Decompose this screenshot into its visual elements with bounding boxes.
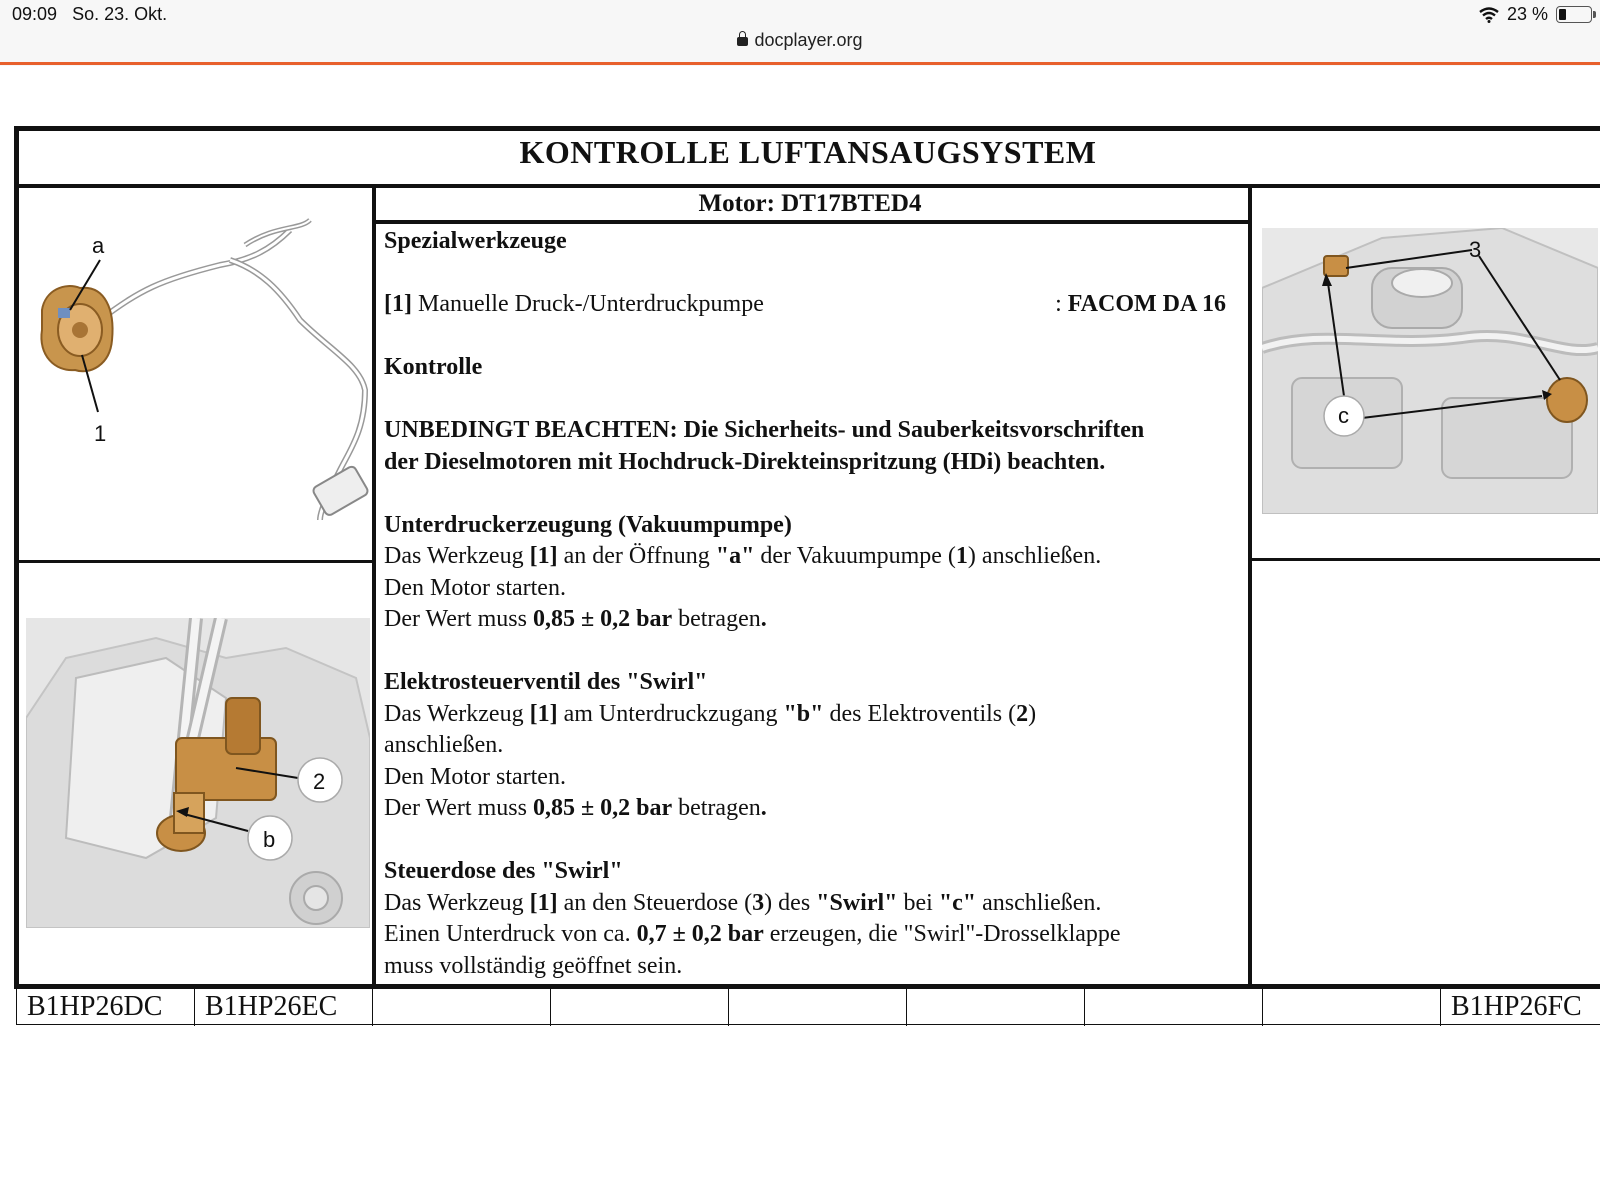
- battery-icon: [1556, 6, 1592, 23]
- section-swirl-actuator-line-2: Einen Unterdruck von ca. 0,7 ± 0,2 bar erzeugen, die "Swirl"-Drosselklappe: [384, 921, 1121, 947]
- warning-line-1: UNBEDINGT BEACHTEN: Die Sicherheits- und Sauberkeitsvorschriften: [384, 417, 1145, 443]
- special-tools-heading: Spezialwerkzeuge: [384, 228, 567, 254]
- col-divider-right: [1248, 184, 1252, 989]
- label-b: b: [263, 827, 276, 852]
- solenoid-valve-figure: [26, 618, 370, 928]
- label-c: c: [1338, 403, 1349, 428]
- footer-cell-3: [373, 988, 551, 1026]
- section-swirl-valve-line-3: Den Motor starten.: [384, 763, 566, 790]
- col-divider-left: [372, 184, 376, 989]
- section-vacuum-line-1: Das Werkzeug [1] an der Öffnung "a" der Vakuumpumpe (1) anschließen.: [384, 543, 1102, 569]
- status-date: So. 23. Okt.: [72, 4, 168, 24]
- page-load-progress: [0, 62, 1600, 65]
- frame-left: [14, 126, 19, 989]
- frame-top: [14, 126, 1600, 131]
- motor-label: Motor: DT17BTED4: [698, 190, 922, 217]
- lock-icon: [737, 37, 748, 46]
- wifi-icon: [1479, 7, 1499, 23]
- section-vacuum-line-2: Den Motor starten.: [384, 574, 566, 601]
- battery-percent: 23 %: [1506, 4, 1548, 24]
- label-a: a: [92, 233, 105, 258]
- label-3: 3: [1469, 237, 1482, 262]
- section-vacuum-line-3: Der Wert muss 0,85 ± 0,2 bar betragen.: [384, 606, 767, 632]
- status-indicators: [1479, 4, 1592, 25]
- procedure-text: [384, 226, 1246, 982]
- url-text: docplayer.org: [754, 30, 863, 50]
- section-swirl-valve-line-1: Das Werkzeug [1] am Unterdruckzugang "b" des Elektroventils (2): [384, 700, 1037, 727]
- tool-name: Manuelle Druck-/Unterdruckpumpe: [417, 291, 764, 317]
- footer-cell-5: [729, 988, 907, 1026]
- footer-cell-6: [907, 988, 1085, 1026]
- footer-ref-1: B1HP26DC: [17, 988, 195, 1026]
- label-1: 1: [94, 421, 107, 446]
- kontrolle-heading: Kontrolle: [384, 354, 483, 380]
- footer-cell-7: [1085, 988, 1263, 1026]
- tool-row: [1] Manuelle Druck-/Unterdruckpumpe : FACOM DA 16: [384, 291, 1226, 317]
- section-swirl-actuator-line-3: muss vollständig geöffnet sein.: [384, 952, 683, 979]
- browser-status-bar: [0, 0, 1600, 66]
- section-swirl-valve-heading: Elektrosteuerventil des "Swirl": [384, 669, 708, 695]
- address-bar[interactable]: [0, 30, 1600, 51]
- tool-value: FACOM DA 16: [1067, 291, 1226, 317]
- status-time: 09:09 So. 23. Okt.: [12, 4, 168, 24]
- warning-line-2: der Dieselmotoren mit Hochdruck-Direkteinspritzung (HDi) beachten.: [384, 448, 1106, 475]
- right-cell-divider: [1248, 558, 1600, 561]
- footer-cell-4: [551, 988, 729, 1026]
- section-vacuum-heading: Unterdruckerzeugung (Vakuumpumpe): [384, 511, 792, 538]
- section-swirl-valve-line-4: Der Wert muss 0,85 ± 0,2 bar betragen.: [384, 795, 767, 821]
- page-title: KONTROLLE LUFTANSAUGSYSTEM: [519, 134, 1097, 170]
- section-swirl-valve-line-2: anschließen.: [384, 732, 504, 758]
- swirl-actuator-figure: [1262, 228, 1598, 514]
- footer-cell-8: [1263, 988, 1441, 1026]
- section-swirl-actuator-heading: Steuerdose des "Swirl": [384, 858, 623, 884]
- section-swirl-actuator-line-1: Das Werkzeug [1] an den Steuerdose (3) des "Swirl" bei "c" anschließen.: [384, 889, 1102, 916]
- footer-ref-2: B1HP26EC: [195, 988, 373, 1026]
- title-divider: [14, 184, 1600, 188]
- left-cell-divider: [14, 560, 376, 563]
- label-2: 2: [313, 769, 326, 794]
- motor-divider: [372, 220, 1252, 224]
- footer-ref-3: B1HP26FC: [1451, 991, 1582, 1022]
- vacuum-pump-figure: [20, 190, 370, 556]
